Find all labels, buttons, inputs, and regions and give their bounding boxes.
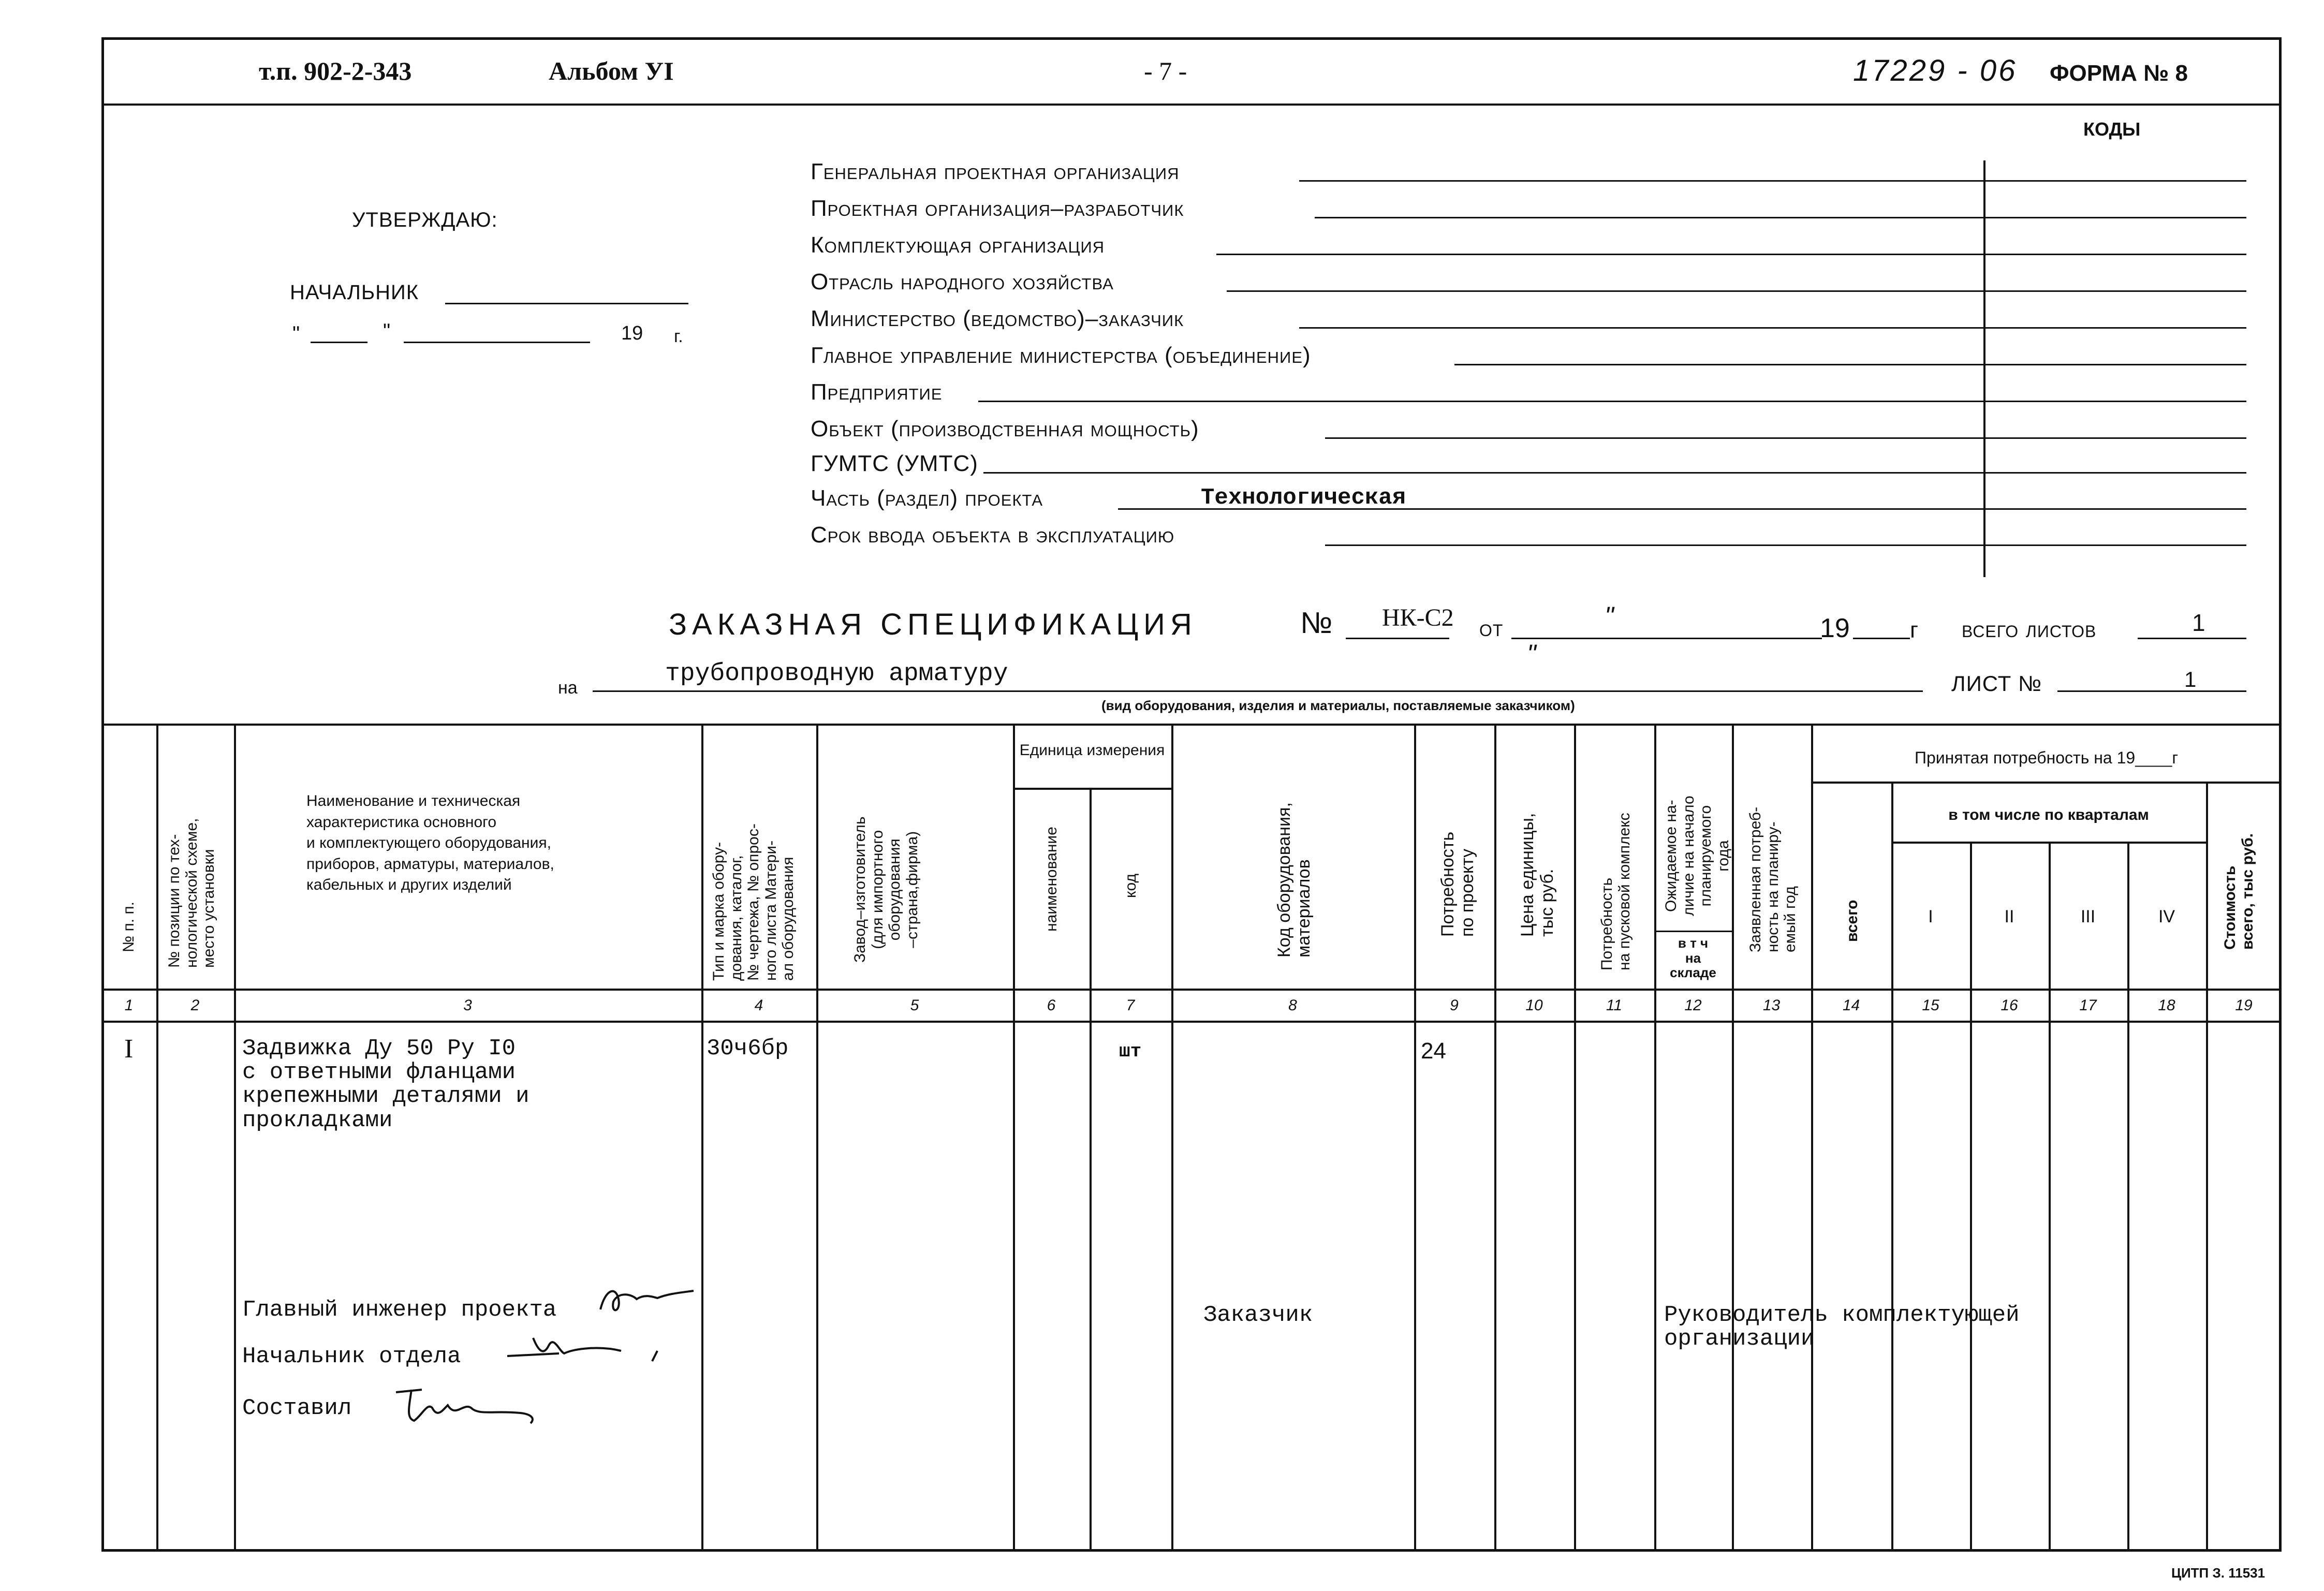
col-line-5 [1013,724,1015,1552]
field-commissioning-line [1325,544,2246,546]
spec-year-suffix: г [1910,617,1919,643]
spec-quote-bottom: " [1527,639,1536,668]
col-line-12 [1732,724,1734,1552]
col-line-15 [1970,842,1972,1552]
column-number: 7 [1126,997,1135,1014]
header-c5: Завод–изготовитель (для импортного оборудования –страна,фирма) [851,816,921,963]
col-line-17 [2127,842,2129,1552]
spec-total-sheets-line [2138,638,2246,639]
field-object: Объект (производственная мощность) [811,416,1199,441]
date-close-quote: " [383,320,391,343]
column-numbers-bottom [101,1021,2282,1023]
header-c6: наименование [1043,827,1060,932]
header-c4: Тип и марка обору- дования, каталог, № чертежа, № опрос- ного листа Матери- ал оборудования [710,823,797,981]
header-c8: Код оборудования, материалов [1274,802,1314,957]
field-object-line [1325,437,2246,439]
spec-quote-top: " [1605,601,1614,630]
row-name: Задвижка Ду 50 Ру I0 с ответными фланцами крепежными деталями и прокладками [242,1036,529,1133]
row-qty: 24 [1421,1038,1446,1064]
date-month-line [404,342,590,343]
field-industry: Отрасль народного хозяйства [811,269,1114,294]
col-line-1 [156,724,158,1552]
field-design-org: Проектная организация–разработчик [811,196,1184,221]
column-number: 14 [1842,997,1860,1014]
col-line-18 [2206,782,2208,1552]
field-general-org-line [1299,180,2246,182]
page-number: - 7 - [1144,56,1187,85]
column-number: 6 [1047,997,1056,1014]
column-number: 13 [1762,997,1781,1014]
sig-org-head: Руководитель комплектующей организации [1664,1302,2020,1352]
col-line-11 [1654,724,1656,1552]
field-project-part-value: Технологическая [1201,485,1406,511]
column-number: 1 [124,997,134,1014]
sig-customer: Заказчик [1203,1302,1313,1328]
spec-subject: трубопроводную арматуру [665,660,1008,688]
signature-dept-head [497,1330,678,1372]
header-c19: Стоимость всего, тыс руб. [2222,833,2256,950]
stock-sub-divider [1654,931,1732,932]
field-project-part: Часть (раздел) проекта [811,485,1043,511]
col-line-2 [234,724,236,1552]
row-number: I [124,1034,134,1064]
header-c14: всего [1844,900,1861,942]
sig-chief-engineer: Главный инженер проекта [242,1297,557,1323]
field-gumts: ГУМТС (УМТС) [811,451,978,476]
spec-number-line [1346,638,1449,639]
form-number: ФОРМА № 8 [2050,61,2188,86]
spec-total-sheets: 1 [2192,609,2205,636]
field-main-dept-line [1454,364,2246,365]
col-line-14 [1891,782,1893,1552]
column-number: 4 [754,997,763,1014]
column-number: 15 [1922,997,1939,1014]
field-project-part-line [1118,508,2246,510]
header-quarters-group: в том числе по кварталам [1948,806,2149,823]
date-open-quote: " [292,322,300,345]
header-unit-group: Единица измерения [1019,742,1165,759]
col-line-10 [1574,724,1576,1552]
spec-sheet-number: 1 [2184,667,2197,691]
approval-year: 19 [621,322,643,344]
codes-column-divider [1983,160,1985,577]
column-number: 19 [2235,997,2253,1014]
field-supply-org: Комплектующая организация [811,232,1105,258]
field-industry-line [1227,290,2246,292]
field-gumts-line [983,472,2246,474]
header-c3: Наименование и техническая характеристика основного и комплектующего оборудования, приборов, арматуры, материалов, кабельных и других изделий [306,792,554,893]
date-day-line [311,342,367,343]
col-line-16 [2049,842,2051,1552]
header-c15: I [1928,907,1933,926]
top-bar-divider [101,104,2282,106]
album-label: Альбом УI [549,56,674,85]
sig-compiled: Составил [242,1395,352,1421]
column-number: 18 [2158,997,2175,1014]
spec-number: НК-С2 [1382,604,1454,631]
unit-group-divider [1013,788,1171,790]
field-general-org: Генеральная проектная организация [811,159,1180,184]
signature-chief-engineer [595,1284,699,1320]
header-c1: № п. п. [120,901,137,952]
spec-sheet-line [2057,690,2246,692]
approval-year-suffix: г. [674,327,683,346]
field-enterprise: Предприятие [811,379,943,405]
project-ref: т.п. 902-2-343 [259,56,412,85]
field-ministry-line [1299,327,2246,329]
field-commissioning: Срок ввода объекта в эксплуатацию [811,522,1175,548]
header-c16: II [2004,907,2014,926]
column-number: 5 [910,997,919,1014]
field-supply-org-line [1216,254,2246,255]
col-line-7 [1171,724,1173,1552]
spec-title: ЗАКАЗНАЯ СПЕЦИФИКАЦИЯ [669,608,1197,641]
chief-signature-line [445,303,688,304]
spec-total-sheets-label: всего листов [1962,615,2097,642]
column-number: 10 [1525,997,1543,1014]
header-c11: Потребность на пусковой комплекс [1598,813,1633,970]
spec-date-line [1511,638,1822,639]
field-enterprise-line [978,401,2246,402]
accepted-group-divider [1811,782,2282,784]
spec-year: 19 [1820,613,1850,643]
table-top-border [101,724,2282,726]
header-c9: Потребность по проекту [1438,831,1478,937]
header-c12: Ожидаемое на- личие на начало планируемого года [1663,796,1732,916]
header-c12-sub: в т ч на складе [1670,935,1716,981]
field-design-org-line [1315,217,2246,218]
sig-dept-head: Начальник отдела [242,1344,461,1369]
row-type: 30ч6бр [707,1036,789,1062]
col-line-4 [816,724,818,1552]
column-number: 17 [2079,997,2097,1014]
header-c10: Цена единицы, тыс руб. [1518,813,1557,937]
column-number: 8 [1288,997,1297,1014]
col-line-3 [701,724,703,1552]
spec-subject-line [593,690,1923,692]
spec-sheet-label: ЛИСТ № [1951,671,2042,696]
doc-number: 17229 - 06 [1853,54,2018,87]
header-c17: III [2080,907,2096,926]
field-ministry: Министерство (ведомство)–заказчик [811,306,1184,331]
column-number: 2 [190,997,200,1014]
spec-number-label: № [1300,606,1333,640]
col-line-13 [1811,724,1813,1552]
table-header-bottom [101,989,2282,991]
field-main-dept: Главное управление министерства (объединение) [811,343,1311,368]
col-line-8 [1414,724,1416,1552]
chief-label: НАЧАЛЬНИК [290,281,419,304]
approval-title: УТВЕРЖДАЮ: [352,209,498,231]
header-c2: № позиции по тех- нологической схеме, место установки [166,818,218,968]
footer-stamp: ЦИТП З. 11531 [2171,1565,2266,1581]
signature-compiled [391,1382,541,1434]
header-c18: IV [2158,907,2175,926]
column-number: 11 [1606,997,1623,1014]
header-c13: Заявленная потреб- ность на планиру- емый год [1747,806,1799,952]
header-c7: код [1122,874,1139,898]
spec-subject-caption: (вид оборудования, изделия и материалы, поставляемые заказчиком) [1101,698,1575,713]
column-number: 3 [463,997,472,1014]
spec-from-label: от [1479,614,1504,641]
column-number: 16 [2001,997,2018,1014]
spec-on-label: на [558,678,578,698]
column-number: 12 [1684,997,1702,1014]
col-line-9 [1494,724,1496,1552]
col-line-6 [1090,788,1092,1552]
row-unit-code: шт [1119,1041,1142,1062]
spec-year-line [1853,638,1910,639]
column-number: 9 [1450,997,1459,1014]
codes-label: КОДЫ [2083,119,2141,140]
header-accepted-group: Принятая потребность на 19____г [1914,748,2179,767]
